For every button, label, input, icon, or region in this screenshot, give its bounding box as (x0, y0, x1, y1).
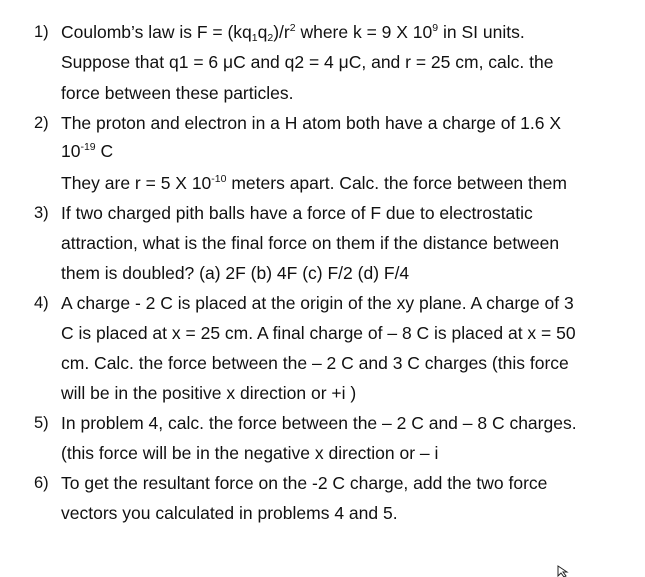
problem-text-line: them is doubled? (a) 2F (b) 4F (c) F/2 (d) F/4 (61, 263, 410, 283)
text-run: 10 (61, 141, 81, 161)
text-run: )/r (273, 22, 290, 42)
text-run: in SI units. (438, 22, 525, 42)
text-run: q (257, 22, 268, 42)
problem-text-line (61, 17, 525, 47)
superscript: 2 (289, 22, 296, 34)
subscript: 2 (267, 32, 274, 44)
problem-number: 4) (34, 294, 49, 312)
text-run: where k = 9 X 10 (295, 22, 433, 42)
problem-text-line: attraction, what is the final force on them if the distance between (61, 233, 560, 253)
problem-number: 5) (34, 414, 49, 432)
problem-text-line: A charge - 2 C is placed at the origin of the xy plane. A charge of 3 (61, 293, 574, 313)
problem-number: 3) (34, 204, 49, 222)
problem-text-line: (this force will be in the negative x direction or – i (61, 443, 439, 463)
text-run: Coulomb’s law is F = (kq (61, 22, 252, 42)
problem-text-line: In problem 4, calc. the force between the – 2 C and – 8 C charges. (61, 413, 577, 433)
superscript: 9 (432, 22, 439, 34)
problem-text-line: cm. Calc. the force between the – 2 C and 3 C charges (this force (61, 353, 569, 373)
problem-text-line: C is placed at x = 25 cm. A final charge of – 8 C is placed at x = 50 (61, 323, 576, 343)
problem-number: 6) (34, 474, 49, 492)
superscript: -10 (211, 173, 227, 185)
problem-text-line: The proton and electron in a H atom both have a charge of 1.6 X (61, 113, 562, 133)
problem-text-line: force between these particles. (61, 83, 294, 103)
problem-number: 2) (34, 114, 49, 132)
subscript: 1 (251, 32, 258, 44)
problem-text-line: Suppose that q1 = 6 μC and q2 = 4 μC, and r = 25 cm, calc. the (61, 52, 554, 72)
problem-text-line (61, 138, 113, 164)
text-run: They are r = 5 X 10 (61, 173, 212, 193)
problem-text-line (61, 168, 567, 198)
mouse-pointer-icon (556, 565, 570, 577)
problem-number: 1) (34, 23, 49, 41)
problem-text-line: If two charged pith balls have a force of F due to electrostatic (61, 203, 533, 223)
problem-text-line: To get the resultant force on the -2 C charge, add the two force (61, 473, 548, 493)
text-run: C (95, 141, 114, 161)
problem-text-line: vectors you calculated in problems 4 and 5. (61, 503, 398, 523)
text-run: meters apart. Calc. the force between them (226, 173, 567, 193)
problem-text-line: will be in the positive x direction or +i ) (61, 383, 357, 403)
superscript: -19 (80, 141, 96, 153)
